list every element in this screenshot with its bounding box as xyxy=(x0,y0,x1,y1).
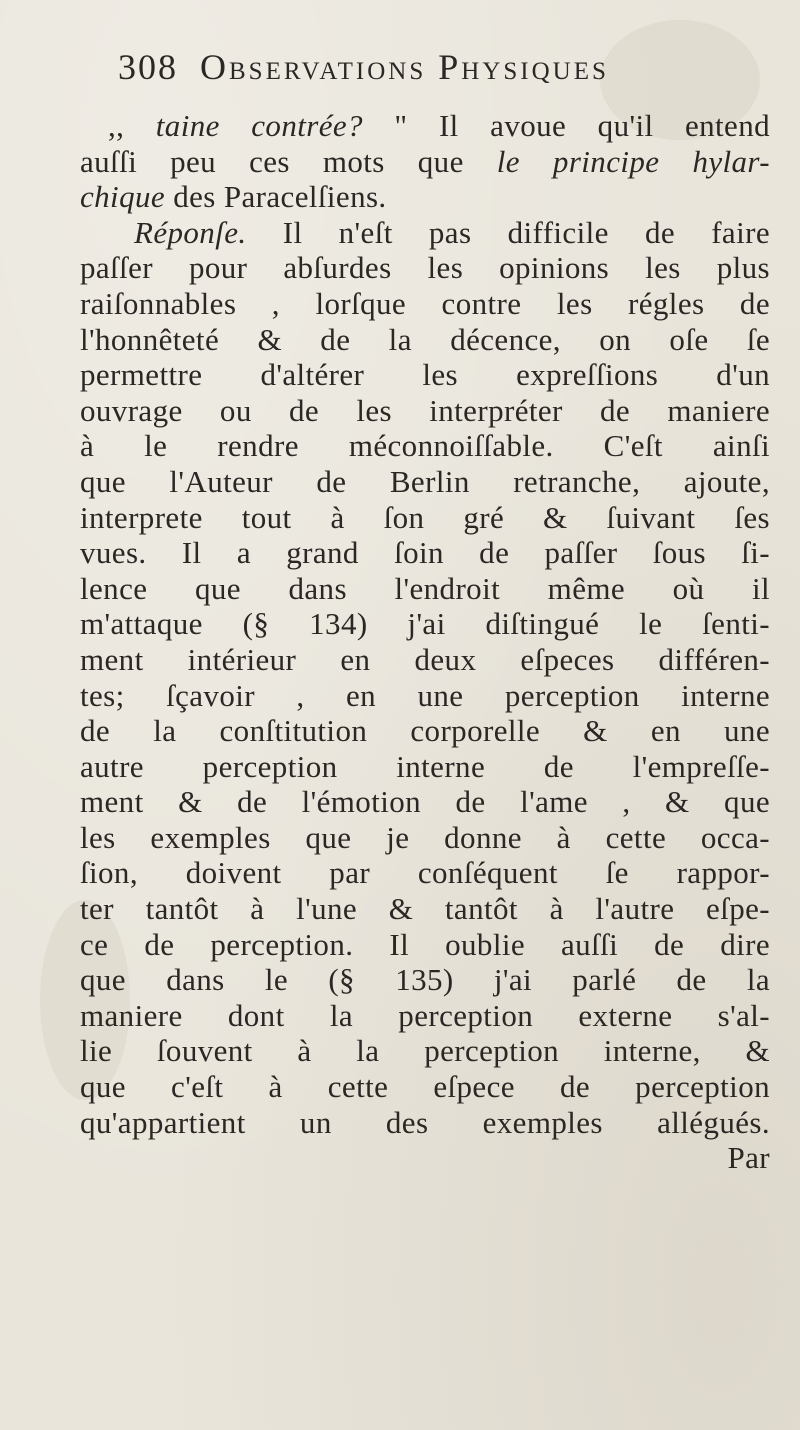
text-run: Il n'eſt pas difficile de faire xyxy=(246,214,770,250)
text-run: des Paracelſiens. xyxy=(165,179,387,215)
text-line xyxy=(80,535,770,571)
text-run: à le rendre méconnoiſſable. C'eſt ainſi xyxy=(80,428,770,464)
page-number: 308 xyxy=(118,47,178,87)
text-run: que dans le (§ 135) j'ai parlé de la xyxy=(80,962,770,998)
text-run: ſion, doivent par conſéquent ſe rappor- xyxy=(80,855,770,891)
text-run: paſſer pour abſurdes les opinions les plus xyxy=(80,250,770,286)
text-line xyxy=(80,998,770,1034)
italic-text: taine contrée? xyxy=(155,108,395,143)
text-line xyxy=(80,179,770,215)
text-run: ce de perception. Il oublie auſſi de dire xyxy=(80,926,770,962)
text-line xyxy=(80,250,770,286)
text-line xyxy=(80,784,770,820)
text-line xyxy=(80,713,770,749)
text-line xyxy=(80,606,770,642)
text-run: tes; ſçavoir , en une perception interne xyxy=(80,677,770,713)
text-run: que c'eſt à cette eſpece de perception xyxy=(80,1069,770,1105)
text-line xyxy=(80,500,770,536)
text-run: l'honnêteté & de la décence, on oſe ſe xyxy=(80,321,770,357)
running-head-title: Observations Physiques xyxy=(200,47,609,87)
italic-text: chique xyxy=(80,179,166,215)
text-line xyxy=(80,855,770,891)
text-run: autre perception interne de l'empreſſe- xyxy=(80,748,770,784)
text-line xyxy=(80,891,770,927)
text-line xyxy=(80,1033,770,1069)
text-line xyxy=(80,464,770,500)
text-body xyxy=(80,108,770,1176)
text-run: qu'appartient un des exemples allégués. xyxy=(80,1104,770,1140)
text-line xyxy=(80,678,770,714)
text-line xyxy=(80,357,770,393)
text-run: que l'Auteur de Berlin retranche, ajoute, xyxy=(80,463,770,499)
text-run: ment & de l'émotion de l'ame , & que xyxy=(80,784,770,820)
text-run: vues. Il a grand ſoin de paſſer ſous ſi- xyxy=(80,535,770,571)
text-run: " Il avoue qu'il entend xyxy=(394,108,770,143)
text-line xyxy=(80,1105,770,1141)
italic-text: le principe hylar- xyxy=(496,143,770,179)
text-line xyxy=(80,820,770,856)
text-run: auſſi peu ces mots que xyxy=(80,143,497,179)
text-run: lence que dans l'endroit même où il xyxy=(80,570,770,606)
catchword: Par xyxy=(727,1140,770,1176)
text-run: raiſonnables , lorſque contre les régles de xyxy=(80,285,770,321)
text-run: m'attaque (§ 134) j'ai diſtingué le ſenti- xyxy=(80,606,770,642)
text-line xyxy=(80,215,770,251)
text-line xyxy=(80,749,770,785)
text-line xyxy=(80,428,770,464)
text-run: maniere dont la perception externe s'al- xyxy=(80,997,770,1033)
text-run: ,, xyxy=(108,108,156,143)
running-head xyxy=(118,46,758,92)
text-line xyxy=(80,322,770,358)
text-run: permettre d'altérer les expreſſions d'un xyxy=(80,357,770,393)
text-line xyxy=(80,1069,770,1105)
text-line xyxy=(80,927,770,963)
text-run: de la conſtitution corporelle & en une xyxy=(80,713,770,749)
text-line xyxy=(80,962,770,998)
text-line xyxy=(80,108,770,144)
text-run: ment intérieur en deux eſpeces différen- xyxy=(80,641,770,677)
text-line xyxy=(80,642,770,678)
text-run: interprete tout à ſon gré & ſuivant ſes xyxy=(80,499,770,535)
italic-text: Réponſe. xyxy=(134,214,247,250)
text-run: lie ſouvent à la perception interne, & xyxy=(80,1033,770,1069)
text-run: ter tantôt à l'une & tantôt à l'autre eſpe- xyxy=(80,891,770,927)
text-line xyxy=(80,571,770,607)
text-line xyxy=(80,144,770,180)
text-line xyxy=(80,286,770,322)
text-run: ouvrage ou de les interpréter de maniere xyxy=(80,392,770,428)
text-line xyxy=(80,393,770,429)
text-run: les exemples que je donne à cette occa- xyxy=(80,819,770,855)
